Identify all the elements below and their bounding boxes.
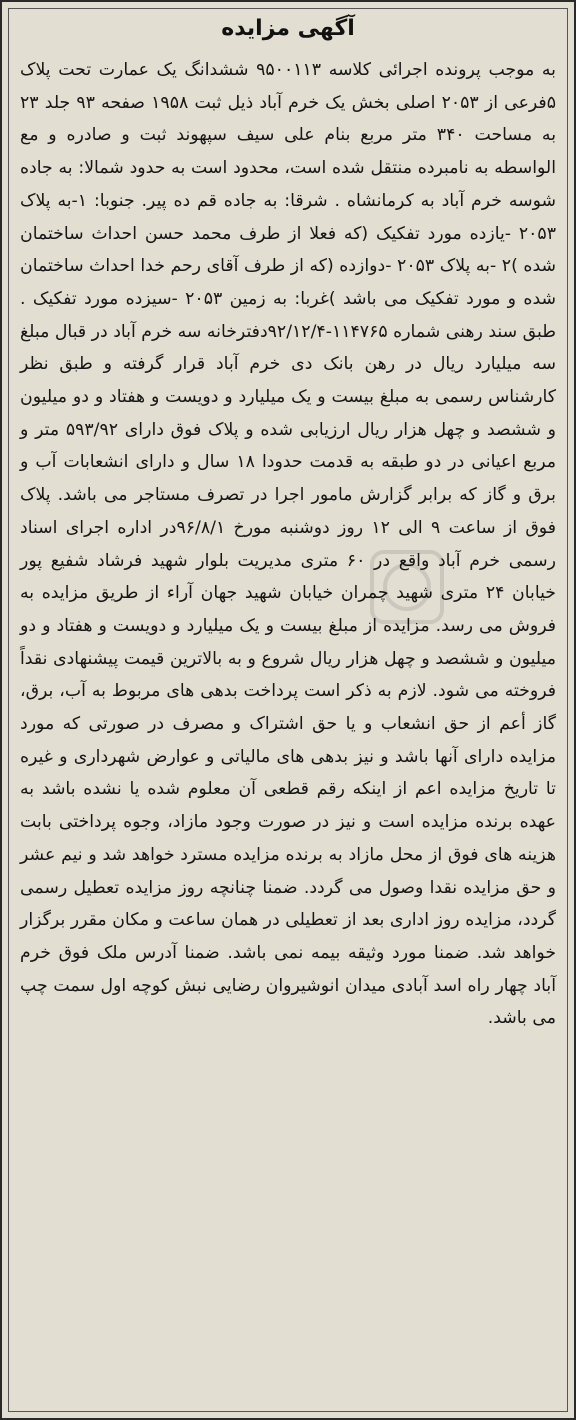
notice-body: به موجب پرونده اجرائی کلاسه ۹۵۰۰۱۱۳ ششدانگ یک عمارت تحت پلاک ۵فرعی از ۲۰۵۳ اصلی بخش یک خرم آباد ذیل ثبت ۱۹۵۸ صفحه ۹۳ جلد ۲۳ به مساحت ۳۴۰ متر مربع بنام علی سیف سپهوند ثبت و صادره و مع الواسطه به نامبرده منتقل شده است، محدود است به حدود شمالا: به جاده شوسه خرم آباد به کرمانشاه . شرقا: به جاده قم ده پیر. جنوبا: ۱-به پلاک ۲۰۵۳ -یازده مورد تفکیک (که فعلا از طرف محمد حسن احداث ساختمان شده )۲ -به پلاک ۲۰۵۳ -دوازده (که از طرف آقای رحم خدا احداث ساختمان شده و مورد تفکیک می باشد )غربا: به زمین ۲۰۵۳ -سیزده مورد تفکیک . طبق سند رهنی شماره ۱۱۴۷۶۵-۹۲/۱۲/۴دفترخانه سه خرم آباد در قبال مبلغ سه میلیارد ریال در رهن بانک دی خرم آباد قرار گرفته و طبق نظر کارشناس رسمی به مبلغ بیست و یک میلیارد و دویست و هفتاد و دو میلیون و ششصد و چهل هزار ریال ارزیابی شده و پلاک فوق دارای ۵۹۳/۹۲ متر و مربع اعیانی در دو طبقه به قدمت حدودا ۱۸ سال و دارای انشعابات آب و برق و گاز که برابر گزارش مامور اجرا در تصرف مستاجر می باشد. پلاک فوق از ساعت ۹ الی ۱۲ روز دوشنبه مورخ ۹۶/۸/۱در اداره اجرای اسناد رسمی خرم آباد واقع در ۶۰ متری مدیریت بلوار شهید فرشاد شفیع پور خیابان ۲۴ متری شهید چمران خیابان شهید جهان آراء از طریق مزایده به فروش می رسد. مزایده از مبلغ بیست و یک میلیارد و دویست و هفتاد و دو میلیون و ششصد و چهل هزار ریال شروع و به بالاترین قیمت پیشنهادی نقداً فروخته می شود. لازم به ذکر است پرداخت بدهی های مربوط به آب، برق، گاز أعم از حق انشعاب و یا حق اشتراک و مصرف در صورتی که مورد مزایده دارای آنها باشد و نیز بدهی های مالیاتی و عوارض شهرداری و غیره تا تاریخ مزایده اعم از اینکه رقم قطعی آن معلوم شده یا نشده باشد به عهده برنده مزایده است و نیز در صورت وجود مازاد، وجوه پرداختی بابت هزینه های فوق از محل مازاد به برنده مزایده مسترد خواهد شد و نیم عشر و حق مزایده نقدا وصول می گردد. ضمنا چنانچه روز مزایده تعطیل رسمی گردد، مزایده روز اداری بعد از تعطیلی در همان ساعت و مکان مقرر برگزار خواهد شد. ضمنا مورد وثیقه بیمه نمی باشد. ضمنا آدرس ملک فوق خرم آباد چهار راه اسد آبادی میدان انوشیروان رضایی نبش کوچه اول سمت چپ می باشد. — [19, 60, 557, 1029]
notice-title: آگهی مزایده — [221, 16, 355, 41]
watermark-logo — [362, 542, 452, 637]
watermark-emblem-icon — [362, 542, 452, 632]
